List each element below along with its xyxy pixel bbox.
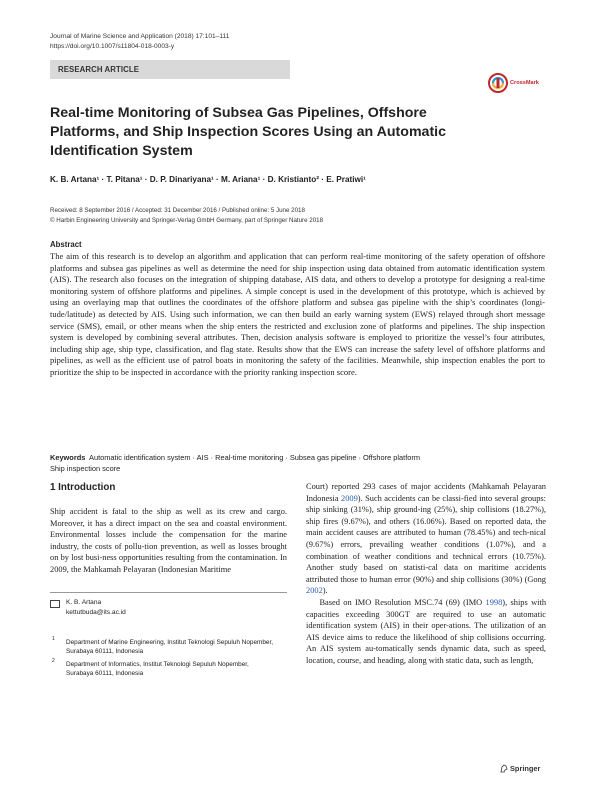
affiliation-number: 1 [52, 636, 55, 642]
mail-icon [50, 600, 60, 608]
corresponding-author-name: K. B. Artana [66, 599, 102, 606]
keywords-text: Automatic identification system · AIS · Real-time monitoring · Subsea gas pipeline · Offshore platform [89, 453, 420, 462]
citation-link[interactable]: 1998 [485, 597, 503, 607]
section-heading-introduction: 1 Introduction [50, 482, 116, 493]
citation-link[interactable]: 2002 [306, 586, 323, 596]
keywords-text-cont: Ship inspection score [50, 464, 121, 473]
copyright-notice: © Harbin Engineering University and Springer-Verlag GmbH Germany, part of Springer Nature 2018 [50, 217, 324, 224]
abstract-text: The aim of this research is to develop an algorithm and application that can perform real-time monitoring of the safety operation of offshore platforms and subsea gas pipelines as well as determine the need for ship inspection using data obtained from automatic identification system (AIS). The research also focuses on the integration of shipping database, AIS data, and others to develop a prototype for designing a real-time monitoring system of offshore platforms and pipelines. A simple concept is used in the development of this prototype, which is achieved by using an overlaying map that outlines the coordinates of the offshore platform and subsea gas pipeline with the ship’s coordinates (longi-tude/latitude) as detected by AIS. Using such information, we can then build an early warning system (EWS) relayed through short message service (SMS), email, or other means when the ship enters the restricted and exclusion zone of platforms and pipelines. The ship inspection system is developed by combining several attributes. Then, decision analysis software is employed to prioritize the vessel’s four attributes, including ship age, ship type, classification, and flag state. Results show that the EWS can increase the safety level of offshore platforms and pipelines, as well as the efficient use of patrol boats in monitoring the safety of the facilities. Meanwhile, ship inspection enables the port to prioritize the ship to be inspected in accordance with the priority ranking inspection score. [50, 251, 545, 377]
affiliation-number: 2 [52, 658, 55, 664]
doi-link[interactable]: https://doi.org/10.1007/s11804-018-0003-y [50, 43, 175, 50]
paragraph-text: ). [322, 586, 328, 596]
affiliation-1: Department of Marine Engineering, Institut Teknologi Sepuluh Nopember, Surabaya 60111, Indonesia [66, 639, 273, 655]
intro-column-left: Ship accident is fatal to the ship as well as its crew and cargo. Moreover, it has a direct impact on the sea and coastal environment. Environmental losses include the compensation for the marine industry, the costs of pollu-tion prevention, as well as losses brought on by lost busi-ness opportunities resulting from the contamination. In 2009, the Mahkamah Pelayaran (Indonesian Maritime [50, 507, 287, 574]
paragraph-text: Based on IMO Resolution MSC.74 (69) (IMO [319, 597, 486, 607]
affiliation-2: Department of Informatics, Institut Teknologi Sepuluh Nopember, Surabaya 60111, Indonesia [66, 661, 249, 677]
paragraph-text: ). Such accidents can be classi-fied into several groups: ship sinking (31%), ship ground-ing (25%), ship collisions (18.27%), ship fires (9.67%), and others (16.06%). Based on reported data, the main accident causes are attributed to human (78.45%) and tech-nical (9.67%) errors, prevailing weather conditions (1.07%), and a combination of weather conditions and technical errors (10.75%). Another study based on statisti-cal data on maritime accidents attributed those to human error (90%) and ship collisions (30%) (Gong [306, 493, 546, 584]
journal-citation: Journal of Marine Science and Application (2018) 17:101–111 [50, 33, 230, 40]
publisher-logo: Springer [510, 764, 541, 773]
paragraph-text: Court) reported 293 cases of major accidents (Mahkamah Pelayaran Indonesia [306, 482, 546, 503]
publication-dates: Received: 8 September 2016 / Accepted: 31 December 2016 / Published online: 5 June 2018 [50, 207, 305, 214]
corresponding-author-email[interactable]: kettutbuda@its.ac.id [66, 609, 126, 616]
footnote-divider [50, 592, 287, 593]
springer-horse-icon [500, 764, 508, 773]
citation-link[interactable]: 2009 [341, 493, 358, 503]
author-list: K. B. Artana¹ · T. Pitana¹ · D. P. Dinariyana¹ · M. Ariana¹ · D. Kristianto² · E. Pratiwi¹ [50, 175, 366, 184]
article-title: Real-time Monitoring of Subsea Gas Pipelines, Offshore Platforms, and Ship Inspection Scores Using an Automatic Identification System [50, 105, 447, 159]
paragraph-text: ), ships with capacities exceeding 300GT are required to use an automatic identification system (AIS) in their oper-ations. The utilization of an AIS device aims to reduce the likelihood of ship collisions occurring. An AIS system au-tomatically sends dynamic data, such as speed, location, course, and heading, along with static data, such as length, [306, 597, 547, 665]
abstract-heading: Abstract [50, 240, 82, 249]
intro-column-right [306, 481, 546, 667]
keywords [50, 452, 545, 474]
crossmark-label: CrossMark [510, 80, 539, 86]
keywords-label: Keywords [50, 453, 86, 462]
article-type-label: RESEARCH ARTICLE [58, 65, 140, 74]
